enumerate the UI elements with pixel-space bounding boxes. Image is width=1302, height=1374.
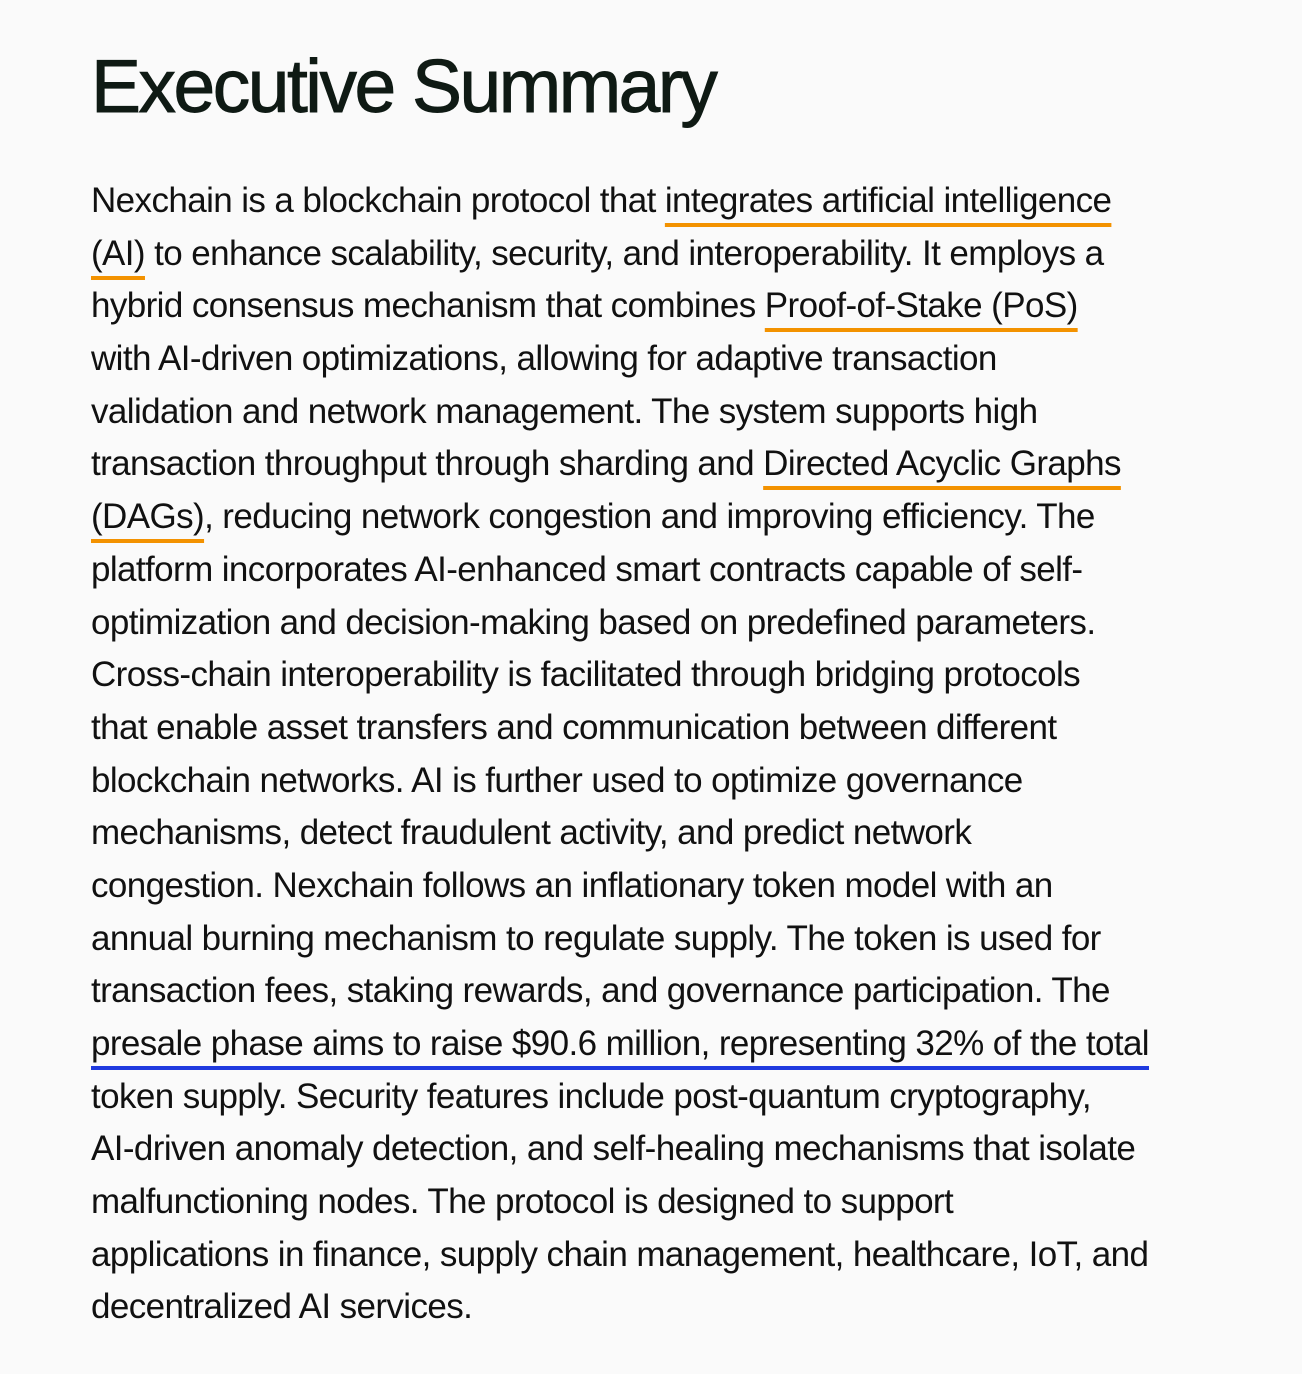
summary-paragraph xyxy=(91,175,1251,1334)
text-segment: Cross-chain interoperability is facilitated through bridging protocols xyxy=(91,655,1081,695)
paragraph-line xyxy=(91,597,1251,650)
text-segment: blockchain networks. AI is further used to optimize governance xyxy=(91,760,1023,800)
text-segment: platform incorporates AI-enhanced smart contracts capable of self- xyxy=(91,549,1083,589)
paragraph-line xyxy=(91,1018,1251,1071)
text-segment: malfunctioning nodes. The protocol is designed to support xyxy=(91,1182,954,1222)
blue-highlight: presale phase aims to raise $90.6 million, representing 32% of the total xyxy=(91,1024,1149,1063)
text-segment: to enhance scalability, security, and interoperability. It employs a xyxy=(144,233,1104,273)
document-page xyxy=(91,40,1251,1327)
paragraph-line xyxy=(91,860,1251,913)
orange-highlight: (DAGs) xyxy=(91,497,205,537)
paragraph-line xyxy=(91,175,1251,228)
text-segment: mechanisms, detect fraudulent activity, and predict network xyxy=(91,813,972,853)
paragraph-line xyxy=(91,544,1251,597)
paragraph-line xyxy=(91,228,1251,281)
text-segment: AI-driven anomaly detection, and self-healing mechanisms that isolate xyxy=(91,1129,1136,1169)
text-segment: transaction throughput through sharding and xyxy=(91,444,764,484)
orange-highlight: integrates artificial intelligence xyxy=(664,181,1112,220)
text-segment: congestion. Nexchain follows an inflationary token model with an xyxy=(91,865,1053,905)
paragraph-line xyxy=(91,1281,1251,1334)
paragraph-line xyxy=(91,965,1251,1018)
paragraph-line xyxy=(91,333,1251,386)
text-segment: token supply. Security features include post-quantum cryptography, xyxy=(91,1076,1091,1116)
text-segment: that enable asset transfers and communication between different xyxy=(91,707,1057,747)
text-segment: Nexchain is a blockchain protocol that xyxy=(91,181,665,220)
text-segment: hybrid consensus mechanism that combines xyxy=(91,286,765,326)
text-segment: with AI-driven optimizations, allowing for adaptive transaction xyxy=(91,339,997,379)
text-segment: applications in finance, supply chain management, healthcare, IoT, and xyxy=(91,1234,1149,1274)
paragraph-line xyxy=(91,1229,1251,1282)
page-title: Executive Summary xyxy=(91,44,716,128)
text-segment: optimization and decision-making based on predefined parameters. xyxy=(91,602,1096,642)
paragraph-line xyxy=(91,491,1251,544)
paragraph-line xyxy=(91,1071,1251,1124)
paragraph-line xyxy=(91,702,1251,755)
text-segment: validation and network management. The system supports high xyxy=(91,391,1038,431)
paragraph-line xyxy=(91,755,1251,808)
text-segment: annual burning mechanism to regulate supply. The token is used for xyxy=(91,918,1101,958)
paragraph-line xyxy=(91,1176,1251,1229)
orange-highlight: Directed Acyclic Graphs xyxy=(763,444,1121,484)
paragraph-line xyxy=(91,807,1251,860)
paragraph-line xyxy=(91,438,1251,491)
paragraph-line xyxy=(91,649,1251,702)
orange-highlight: Proof-of-Stake (PoS) xyxy=(764,286,1078,326)
orange-highlight: (AI) xyxy=(91,233,145,273)
text-segment: transaction fees, staking rewards, and governance participation. The xyxy=(91,971,1110,1011)
text-segment: , reducing network congestion and improving efficiency. The xyxy=(204,497,1095,537)
text-segment: decentralized AI services. xyxy=(91,1287,473,1327)
paragraph-line xyxy=(91,386,1251,439)
paragraph-line xyxy=(91,1123,1251,1176)
paragraph-line xyxy=(91,280,1251,333)
paragraph-line xyxy=(91,913,1251,966)
